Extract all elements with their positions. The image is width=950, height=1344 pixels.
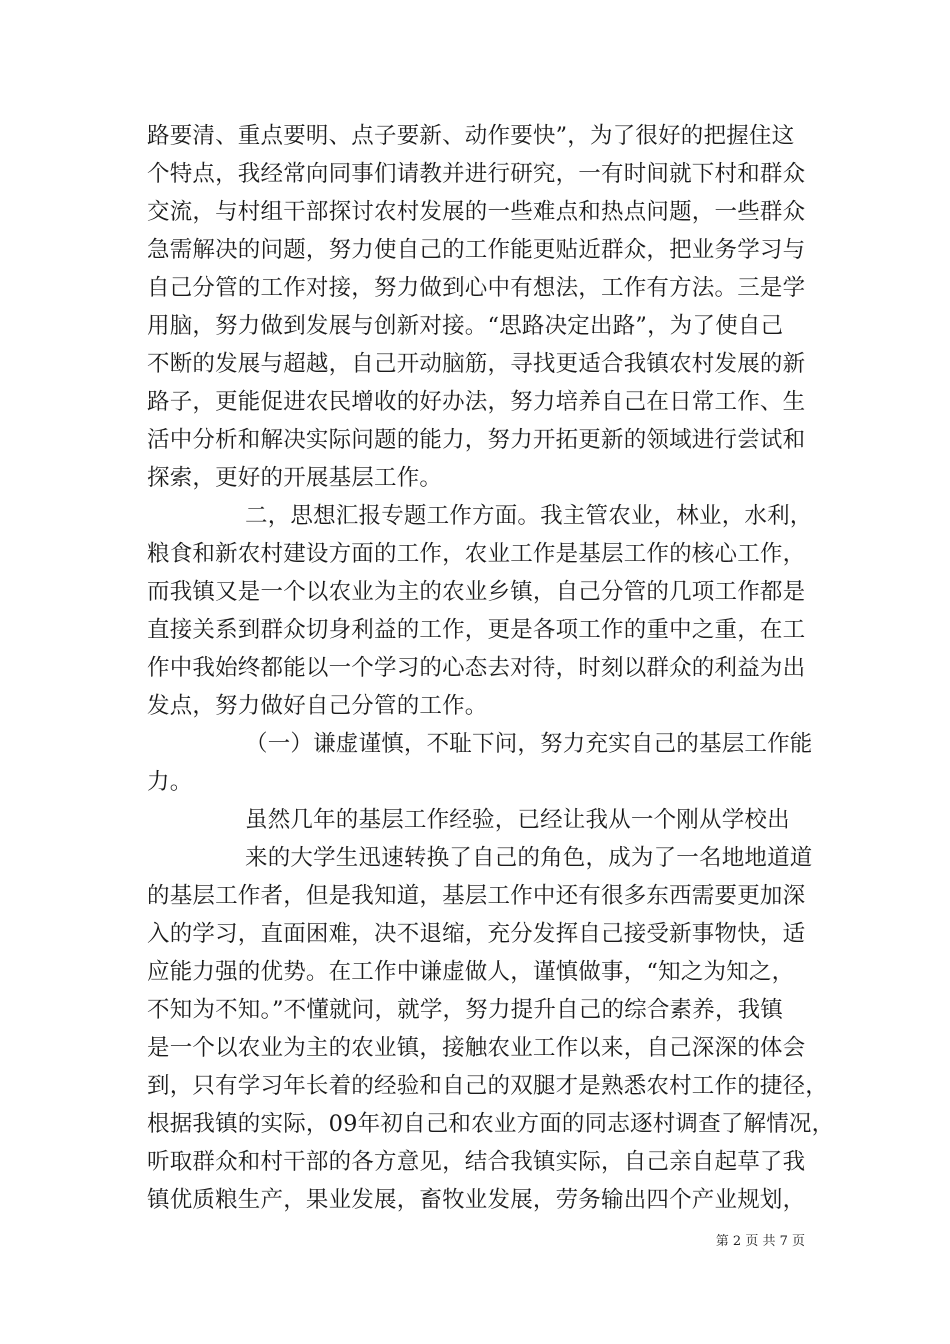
- text-line: 不知为不知。”不懂就问，就学，努力提升自己的综合素养，我镇: [147, 997, 784, 1023]
- text-line: 粮食和新农村建设方面的工作，农业工作是基层工作的核心工作，: [147, 541, 806, 567]
- text-line: 活中分析和解决实际问题的能力，努力开拓更新的领域进行尝试和: [147, 427, 806, 453]
- text-line: 来的大学生迅速转换了自己的角色，成为了一名地地道道: [245, 845, 813, 871]
- text-line: 不断的发展与超越，自己开动脑筋，寻找更适合我镇农村发展的新: [147, 351, 806, 377]
- text-line: 直接关系到群众切身利益的工作，更是各项工作的重中之重，在工: [147, 617, 806, 643]
- text-line: 探索，更好的开展基层工作。: [147, 465, 443, 491]
- text-line: 的基层工作者，但是我知道，基层工作中还有很多东西需要更加深: [147, 883, 806, 909]
- text-line: 是一个以农业为主的农业镇，接触农业工作以来，自己深深的体会: [147, 1035, 806, 1061]
- text-line: 用脑，努力做到发展与创新对接。“思路决定出路”，为了使自己: [147, 313, 784, 339]
- text-line: 个特点，我经常向同事们请教并进行研究，一有时间就下村和群众: [147, 161, 806, 187]
- text-line: 根据我镇的实际，09年初自己和农业方面的同志逐村调查了解情况，: [147, 1111, 835, 1137]
- text-line: 作中我始终都能以一个学习的心态去对待，时刻以群众的利益为出: [147, 655, 806, 681]
- text-line: 路要清、重点要明、点子要新、动作要快”，为了很好的把握住这: [147, 123, 795, 149]
- text-line: 路子，更能促进农民增收的好办法，努力培养自己在日常工作、生: [147, 389, 806, 415]
- page-number-footer: 第 2 页 共 7 页: [715, 1234, 805, 1249]
- text-line: 到，只有学习年长着的经验和自己的双腿才是熟悉农村工作的捷径，: [147, 1073, 829, 1099]
- text-line: 听取群众和村干部的各方意见，结合我镇实际，自己亲自起草了我: [147, 1149, 806, 1175]
- text-line: 自己分管的工作对接，努力做到心中有想法，工作有方法。三是学: [147, 275, 806, 301]
- section-heading-2: 二，思想汇报专题工作方面。我主管农业，林业，水利，: [245, 503, 813, 529]
- text-line: 发点，努力做好自己分管的工作。: [147, 693, 488, 719]
- text-line: 虽然几年的基层工作经验，已经让我从一个刚从学校出: [245, 807, 790, 833]
- text-line: 应能力强的优势。在工作中谦虚做人，谨慎做事，“知之为知之，: [147, 959, 795, 985]
- subsection-heading-1: （一）谦虚谨慎，不耻下问，努力充实自己的基层工作能: [245, 731, 813, 757]
- text-line: 力。: [147, 769, 193, 795]
- text-line: 而我镇又是一个以农业为主的农业乡镇，自己分管的几项工作都是: [147, 579, 806, 605]
- text-line: 镇优质粮生产，果业发展，畜牧业发展，劳务输出四个产业规划，: [147, 1187, 806, 1213]
- text-line: 交流，与村组干部探讨农村发展的一些难点和热点问题，一些群众: [147, 199, 806, 225]
- text-line: 急需解决的问题，努力使自己的工作能更贴近群众，把业务学习与: [147, 237, 806, 263]
- text-line: 入的学习，直面困难，决不退缩，充分发挥自己接受新事物快，适: [147, 921, 806, 947]
